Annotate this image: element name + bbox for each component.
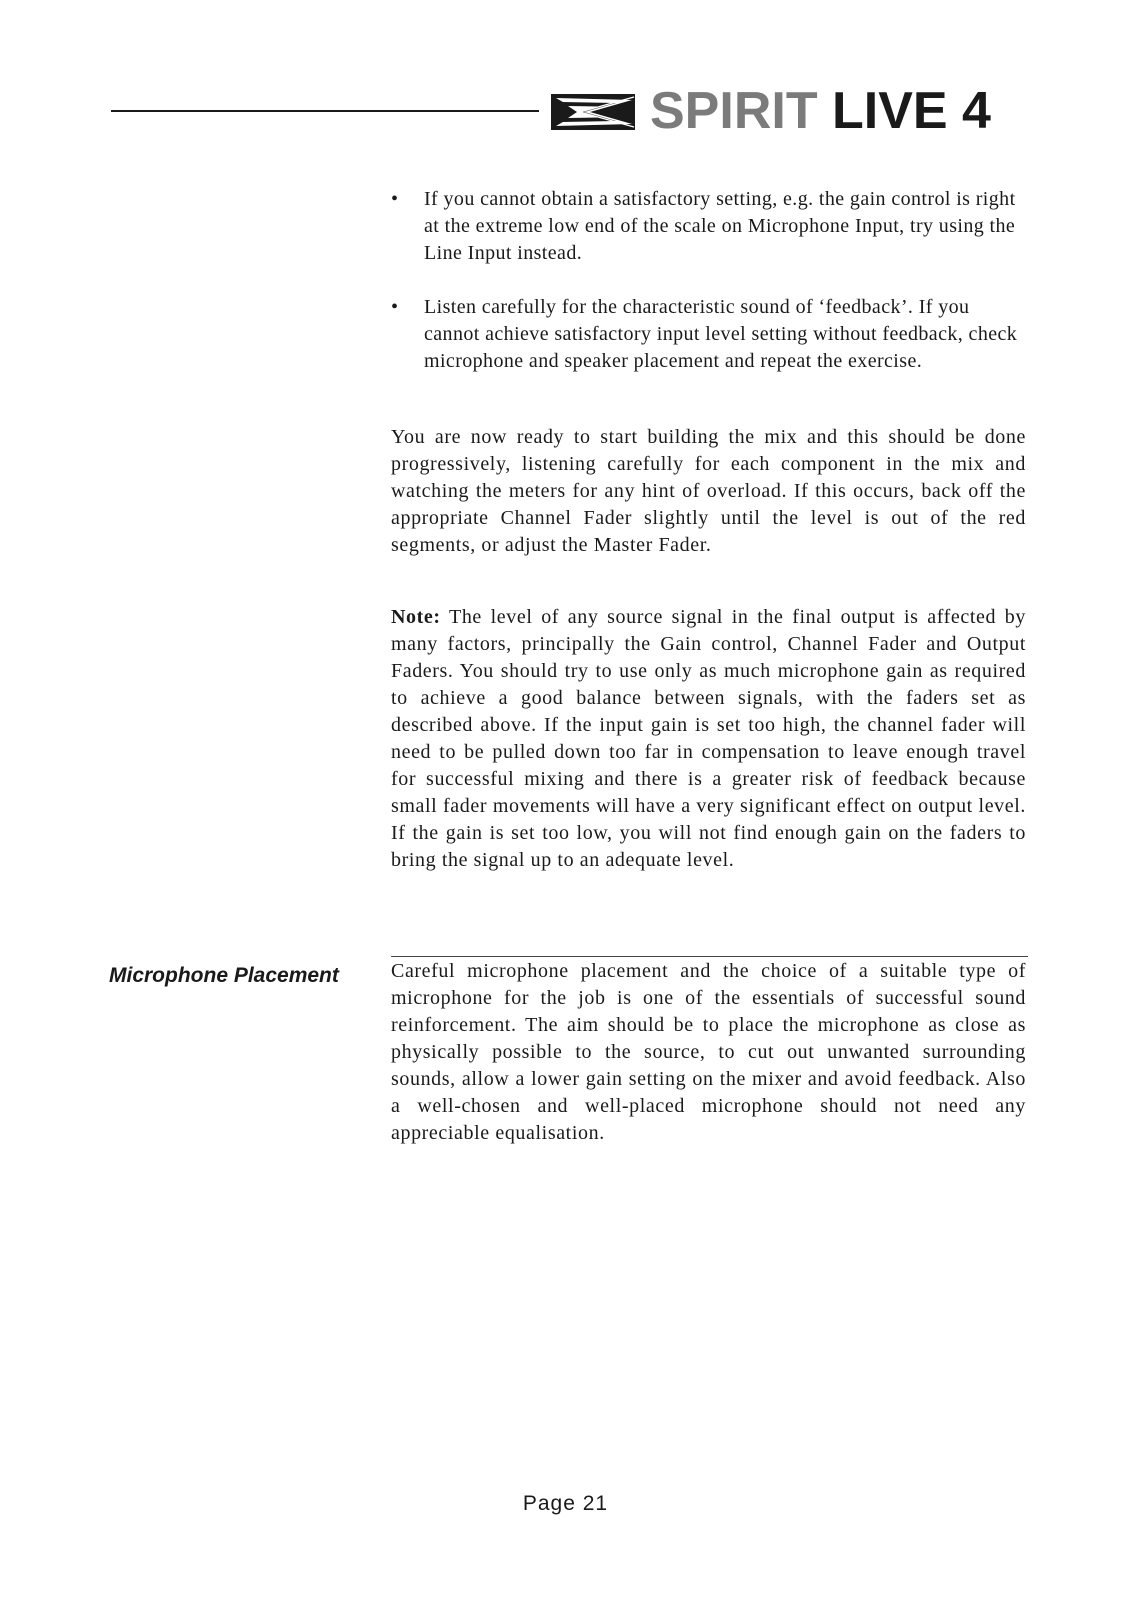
list-item: [391, 186, 1026, 267]
list-item: [391, 294, 1026, 375]
brand-model: LIVE 4: [832, 82, 991, 140]
header-rule: [111, 110, 539, 112]
note-paragraph: [391, 604, 1026, 874]
mix-paragraph: You are now ready to start building the mix and this should be done progressively, listening carefully for each component in the mix and watching the meters for any hint of overload. If this occurs, back off the appropriate Channel Fader slightly until the level is out of the red segments, or adjust the Master Fader.: [391, 426, 1026, 556]
bullet-icon: •: [391, 188, 399, 210]
note-text: The level of any source signal in the final output is affected by many factors, principally the Gain control, Channel Fader and Output Faders. You should try to use only as much microphone gain as required to achieve a good balance between signals, with the faders set as described above. If the input gain is set too high, the channel fader will need to be pulled down too far in compensation to leave enough travel for successful mixing and there is a greater risk of feedback because small fader movements will have a very significant effect on output level. If the gain is set too low, you will not find enough gain on the faders to bring the signal up to an adequate level.: [391, 606, 1026, 871]
section-heading: Microphone Placement: [109, 964, 339, 987]
bullet-icon: •: [391, 296, 399, 318]
spirit-sail-logo-icon: [550, 93, 636, 131]
page-number: Page 21: [522, 1492, 609, 1515]
bullet-list: [391, 186, 1026, 402]
brand-logotype: [650, 80, 991, 142]
bullet-text: Listen carefully for the characteristic sound of ‘feedback’. If you cannot achieve satisfactory input level setting without feedback, check microphone and speaker placement and repeat the exercise.: [424, 296, 1018, 372]
bullet-text: If you cannot obtain a satisfactory setting, e.g. the gain control is right at the extreme low end of the scale on Microphone Input, try using the Line Input instead.: [424, 188, 1016, 264]
note-label: Note:: [391, 606, 441, 628]
section-divider: [391, 956, 1028, 957]
section-paragraph: Careful microphone placement and the choice of a suitable type of microphone for the job is one of the essentials of successful sound reinforcement. The aim should be to place the microphone as close as physically possible to the source, to cut out unwanted surrounding sounds, allow a lower gain setting on the mixer and avoid feedback. Also a well-chosen and well-placed microphone should not need any appreciable equalisation.: [391, 960, 1026, 1144]
brand-spirit: SPIRIT: [650, 82, 818, 140]
